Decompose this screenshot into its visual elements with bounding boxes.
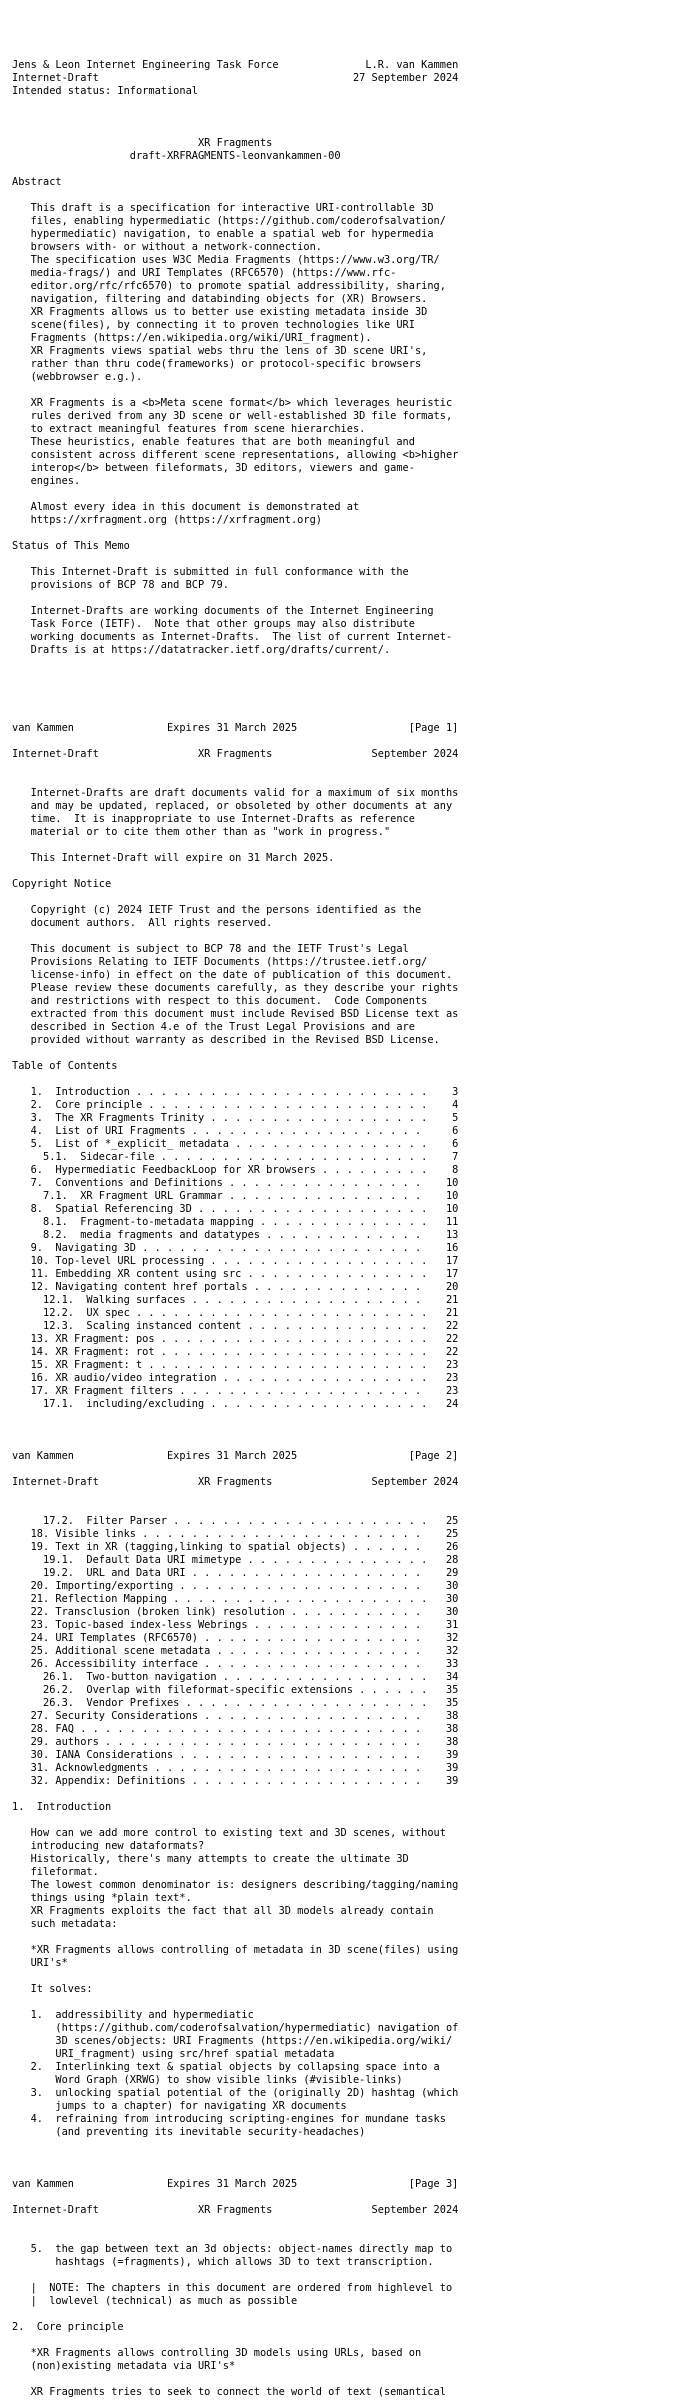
text-line: How can we add more control to existing text and 3D scenes, without xyxy=(12,1827,446,1839)
text-line: navigation, filtering and databinding objects for (XR) Browsers. xyxy=(12,293,428,305)
text-line: Word Graph (XRWG) to show visible links (#visible-links) xyxy=(12,2074,403,2086)
toc-entry: 8.1. Fragment-to-metadata mapping . . . . . . . . . . . . . . 11 xyxy=(12,1216,459,1228)
toc-entry: 17. XR Fragment filters . . . . . . . . . . . . . . . . . . . . 23 xyxy=(12,1385,459,1397)
toc-entry: 23. Topic-based index-less Webrings . . . . . . . . . . . . . . 31 xyxy=(12,1619,459,1631)
blank-line xyxy=(12,839,458,852)
blank-line xyxy=(12,657,458,670)
text-line: described in Section 4.e of the Trust Legal Provisions and are xyxy=(12,1021,415,1033)
text-line: document authors. All rights reserved. xyxy=(12,917,273,929)
text-line: The specification uses W3C Media Fragments (https://www.w3.org/TR/ xyxy=(12,254,440,266)
blank-line xyxy=(12,1424,458,1437)
blank-line xyxy=(12,735,458,748)
blank-line xyxy=(12,98,458,111)
blank-line xyxy=(12,2191,458,2204)
blank-line xyxy=(12,1489,458,1502)
toc-entry: 26. Accessibility interface . . . . . . . . . . . . . . . . . . 33 xyxy=(12,1658,459,1670)
blank-line xyxy=(12,1814,458,1827)
toc-entry: 3. The XR Fragments Trinity . . . . . . . . . . . . . . . . . . 5 xyxy=(12,1112,459,1124)
title-line: XR Fragments xyxy=(12,137,273,149)
text-line: (webbrowser e.g.). xyxy=(12,371,143,383)
blank-line xyxy=(12,1502,458,1515)
text-line: provisions of BCP 78 and BCP 79. xyxy=(12,579,229,591)
text-line: This draft is a specification for interactive URI-controllable 3D xyxy=(12,202,434,214)
text-line: 2. Interlinking text & spatial objects by collapsing space into a xyxy=(12,2061,440,2073)
toc-entry: 18. Visible links . . . . . . . . . . . . . . . . . . . . . . . 25 xyxy=(12,1528,459,1540)
text-line: XR Fragments exploits the fact that all 3D models already contain xyxy=(12,1905,434,1917)
blank-line xyxy=(12,2217,458,2230)
text-line: hypermediatic) navigation, to enable a spatial web for hypermedia xyxy=(12,228,434,240)
text-line: This document is subject to BCP 78 and the IETF Trust's Legal xyxy=(12,943,409,955)
blank-line xyxy=(12,1463,458,1476)
toc-entry: 11. Embedding XR content using src . . . . . . . . . . . . . . . 17 xyxy=(12,1268,459,1280)
blank-line xyxy=(12,124,458,137)
blank-line xyxy=(12,527,458,540)
blank-line xyxy=(12,709,458,722)
page-header: Internet-Draft XR Fragments September 2024 xyxy=(12,748,459,760)
blank-line xyxy=(12,189,458,202)
toc-entry: 20. Importing/exporting . . . . . . . . . . . . . . . . . . . . 30 xyxy=(12,1580,459,1592)
text-line: scene(files), by connecting it to proven technologies like URI xyxy=(12,319,415,331)
blank-line xyxy=(12,696,458,709)
title-line: draft-XRFRAGMENTS-leonvankammen-00 xyxy=(12,150,341,162)
blank-line xyxy=(12,553,458,566)
text-line: material or to cite them other than as "work in progress." xyxy=(12,826,391,838)
text-line: *XR Fragments allows controlling of metadata in 3D scene(files) using xyxy=(12,1944,459,1956)
toc-entry: 8. Spatial Referencing 3D . . . . . . . . . . . . . . . . . . . 10 xyxy=(12,1203,459,1215)
text-line: (https://github.com/coderofsalvation/hypermediatic) navigation of xyxy=(12,2022,459,2034)
text-line: media-frags/) and URI Templates (RFC6570) (https://www.rfc- xyxy=(12,267,397,279)
text-line: 1. addressibility and hypermediatic xyxy=(12,2009,254,2021)
text-line: Drafts is at https://datatracker.ietf.org/drafts/current/. xyxy=(12,644,391,656)
blank-line xyxy=(12,2139,458,2152)
toc-entry: 5. List of *_explicit_ metadata . . . . . . . . . . . . . . . . 6 xyxy=(12,1138,459,1150)
text-line: rather than thru code(frameworks) or protocol-specific browsers xyxy=(12,358,422,370)
document-text xyxy=(12,59,458,2399)
toc-entry: 30. IANA Considerations . . . . . . . . . . . . . . . . . . . . 39 xyxy=(12,1749,459,1761)
text-line: engines. xyxy=(12,475,81,487)
blank-line xyxy=(12,111,458,124)
toc-entry: 17.2. Filter Parser . . . . . . . . . . . . . . . . . . . . . 25 xyxy=(12,1515,459,1527)
toc-entry: 26.3. Vendor Prefixes . . . . . . . . . . . . . . . . . . . . 35 xyxy=(12,1697,459,1709)
blank-line xyxy=(12,683,458,696)
section-heading: 2. Core principle xyxy=(12,2321,124,2333)
blank-line xyxy=(12,592,458,605)
text-line: things using *plain text*. xyxy=(12,1892,192,1904)
blank-line xyxy=(12,488,458,501)
toc-entry: 12.3. Scaling instanced content . . . . . . . . . . . . . . . 22 xyxy=(12,1320,459,1332)
toc-entry: 12. Navigating content href portals . . . . . . . . . . . . . . 20 xyxy=(12,1281,459,1293)
text-line: (non)existing metadata via URI's* xyxy=(12,2360,236,2372)
toc-entry: 16. XR audio/video integration . . . . . . . . . . . . . . . . . 23 xyxy=(12,1372,459,1384)
text-line: such metadata: xyxy=(12,1918,118,1930)
section-heading: Status of This Memo xyxy=(12,540,130,552)
text-line: These heuristics, enable features that are both meaningful and xyxy=(12,436,415,448)
text-line: hashtags (=fragments), which allows 3D to text transcription. xyxy=(12,2256,434,2268)
blank-line xyxy=(12,1788,458,1801)
toc-entry: 24. URI Templates (RFC6570) . . . . . . . . . . . . . . . . . . 32 xyxy=(12,1632,459,1644)
toc-entry: 32. Appendix: Definitions . . . . . . . . . . . . . . . . . . . 39 xyxy=(12,1775,459,1787)
toc-entry: 13. XR Fragment: pos . . . . . . . . . . . . . . . . . . . . . . 22 xyxy=(12,1333,459,1345)
masthead-line: Internet-Draft 27 September 2024 xyxy=(12,72,459,84)
blank-line xyxy=(12,2269,458,2282)
blank-line xyxy=(12,1047,458,1060)
toc-entry: 12.1. Walking surfaces . . . . . . . . . . . . . . . . . . . 21 xyxy=(12,1294,459,1306)
blank-line xyxy=(12,1073,458,1086)
text-line: Task Force (IETF). Note that other groups may also distribute xyxy=(12,618,415,630)
page-footer: van Kammen Expires 31 March 2025 [Page 3] xyxy=(12,2178,459,2190)
page-header: Internet-Draft XR Fragments September 2024 xyxy=(12,1476,459,1488)
toc-entry: 21. Reflection Mapping . . . . . . . . . . . . . . . . . . . . . 30 xyxy=(12,1593,459,1605)
toc-entry: 9. Navigating 3D . . . . . . . . . . . . . . . . . . . . . . . 16 xyxy=(12,1242,459,1254)
toc-entry: 28. FAQ . . . . . . . . . . . . . . . . . . . . . . . . . . . . 38 xyxy=(12,1723,459,1735)
text-line: This Internet-Draft will expire on 31 March 2025. xyxy=(12,852,335,864)
toc-entry: 31. Acknowledgments . . . . . . . . . . . . . . . . . . . . . . 39 xyxy=(12,1762,459,1774)
text-line: browsers with- or without a network-connection. xyxy=(12,241,322,253)
toc-entry: 12.2. UX spec . . . . . . . . . . . . . . . . . . . . . . . . 21 xyxy=(12,1307,459,1319)
text-line: Internet-Drafts are draft documents valid for a maximum of six months xyxy=(12,787,459,799)
toc-entry: 19.2. URL and Data URI . . . . . . . . . . . . . . . . . . . 29 xyxy=(12,1567,459,1579)
toc-entry: 22. Transclusion (broken link) resolution . . . . . . . . . . . 30 xyxy=(12,1606,459,1618)
section-heading: Abstract xyxy=(12,176,62,188)
text-line: It solves: xyxy=(12,1983,93,1995)
text-line: extracted from this document must include Revised BSD License text as xyxy=(12,1008,459,1020)
toc-entry: 7. Conventions and Definitions . . . . . . . . . . . . . . . . 10 xyxy=(12,1177,459,1189)
toc-entry: 1. Introduction . . . . . . . . . . . . . . . . . . . . . . . . 3 xyxy=(12,1086,459,1098)
text-line: and restrictions with respect to this document. Code Components xyxy=(12,995,428,1007)
text-line: interop</b> between fileformats, 3D editors, viewers and game- xyxy=(12,462,415,474)
toc-entry: 17.1. including/excluding . . . . . . . . . . . . . . . . . . 24 xyxy=(12,1398,459,1410)
text-line: URI's* xyxy=(12,1957,68,1969)
blank-line xyxy=(12,2334,458,2347)
text-line: fileformat. xyxy=(12,1866,99,1878)
text-line: provided without warranty as described in the Revised BSD License. xyxy=(12,1034,440,1046)
toc-entry: 29. authors . . . . . . . . . . . . . . . . . . . . . . . . . . 38 xyxy=(12,1736,459,1748)
blank-line xyxy=(12,891,458,904)
text-line: 3D scenes/objects: URI Fragments (https://en.wikipedia.org/wiki/ xyxy=(12,2035,453,2047)
toc-entry: 6. Hypermediatic FeedbackLoop for XR browsers . . . . . . . . . 8 xyxy=(12,1164,459,1176)
text-line: Please review these documents carefully, as they describe your rights xyxy=(12,982,459,994)
toc-entry: 4. List of URI Fragments . . . . . . . . . . . . . . . . . . . 6 xyxy=(12,1125,459,1137)
text-line: Historically, there's many attempts to create the ultimate 3D xyxy=(12,1853,409,1865)
blank-line xyxy=(12,2373,458,2386)
text-line: Almost every idea in this document is demonstrated at xyxy=(12,501,360,513)
text-line: Provisions Relating to IETF Documents (https://trustee.ietf.org/ xyxy=(12,956,428,968)
text-line: 4. refraining from introducing scripting-engines for mundane tasks xyxy=(12,2113,446,2125)
page-header: Internet-Draft XR Fragments September 2024 xyxy=(12,2204,459,2216)
blank-line xyxy=(12,865,458,878)
blank-line xyxy=(12,1970,458,1983)
toc-entry: 27. Security Considerations . . . . . . . . . . . . . . . . . . 38 xyxy=(12,1710,459,1722)
text-line: 5. the gap between text an 3d objects: object-names directly map to xyxy=(12,2243,453,2255)
blank-line xyxy=(12,2308,458,2321)
blank-line xyxy=(12,2165,458,2178)
blank-line xyxy=(12,384,458,397)
text-line: Intended status: Informational xyxy=(12,85,198,97)
toc-entry: 26.1. Two-button navigation . . . . . . . . . . . . . . . . . 34 xyxy=(12,1671,459,1683)
blank-line xyxy=(12,1437,458,1450)
blank-line xyxy=(12,761,458,774)
blank-line xyxy=(12,2230,458,2243)
text-line: license-info) in effect on the date of publication of this document. xyxy=(12,969,453,981)
toc-entry: 19. Text in XR (tagging,linking to spatial objects) . . . . . . 26 xyxy=(12,1541,459,1553)
text-line: Copyright (c) 2024 IETF Trust and the persons identified as the xyxy=(12,904,422,916)
text-line: This Internet-Draft is submitted in full conformance with the xyxy=(12,566,409,578)
text-line: rules derived from any 3D scene or well-established 3D file formats, xyxy=(12,410,453,422)
masthead-line: Jens & Leon Internet Engineering Task Force L.R. van Kammen xyxy=(12,59,459,71)
text-line: Internet-Drafts are working documents of the Internet Engineering xyxy=(12,605,434,617)
text-line: URI_fragment) using src/href spatial metadata xyxy=(12,2048,335,2060)
toc-entry: 15. XR Fragment: t . . . . . . . . . . . . . . . . . . . . . . . 23 xyxy=(12,1359,459,1371)
toc-entry: 10. Top-level URL processing . . . . . . . . . . . . . . . . . . 17 xyxy=(12,1255,459,1267)
blank-line xyxy=(12,163,458,176)
toc-entry: 7.1. XR Fragment URL Grammar . . . . . . . . . . . . . . . . 10 xyxy=(12,1190,459,1202)
toc-entry: 2. Core principle . . . . . . . . . . . . . . . . . . . . . . . 4 xyxy=(12,1099,459,1111)
text-line: introducing new dataformats? xyxy=(12,1840,205,1852)
text-line: | lowlevel (technical) as much as possible xyxy=(12,2295,298,2307)
text-line: (and preventing its inevitable security-headaches) xyxy=(12,2126,366,2138)
blank-line xyxy=(12,1931,458,1944)
page-footer: van Kammen Expires 31 March 2025 [Page 2] xyxy=(12,1450,459,1462)
text-line: The lowest common denominator is: designers describing/tagging/naming xyxy=(12,1879,459,1891)
blank-line xyxy=(12,774,458,787)
text-line: 3. unlocking spatial potential of the (originally 2D) hashtag (which xyxy=(12,2087,459,2099)
toc-entry: 8.2. media fragments and datatypes . . . . . . . . . . . . . 13 xyxy=(12,1229,459,1241)
text-line: XR Fragments is a <b>Meta scene format</b> which leverages heuristic xyxy=(12,397,453,409)
blank-line xyxy=(12,930,458,943)
text-line: Fragments (https://en.wikipedia.org/wiki/URI_fragment). xyxy=(12,332,372,344)
toc-entry: 25. Additional scene metadata . . . . . . . . . . . . . . . . . 32 xyxy=(12,1645,459,1657)
text-line: editor.org/rfc/rfc6570) to promote spatial addressibility, sharing, xyxy=(12,280,446,292)
blank-line xyxy=(12,1411,458,1424)
section-heading: Table of Contents xyxy=(12,1060,118,1072)
text-line: files, enabling hypermediatic (https://github.com/coderofsalvation/ xyxy=(12,215,446,227)
text-line: *XR Fragments allows controlling 3D models using URLs, based on xyxy=(12,2347,422,2359)
text-line: and may be updated, replaced, or obsoleted by other documents at any xyxy=(12,800,453,812)
text-line: jumps to a chapter) for navigating XR documents xyxy=(12,2100,347,2112)
page-footer: van Kammen Expires 31 March 2025 [Page 1] xyxy=(12,722,459,734)
text-line: XR Fragments views spatial webs thru the lens of 3D scene URI's, xyxy=(12,345,428,357)
toc-entry: 19.1. Default Data URI mimetype . . . . . . . . . . . . . . . 28 xyxy=(12,1554,459,1566)
blank-line xyxy=(12,1996,458,2009)
section-heading: Copyright Notice xyxy=(12,878,112,890)
text-line: time. It is inappropriate to use Internet-Drafts as reference xyxy=(12,813,415,825)
toc-entry: 26.2. Overlap with fileformat-specific extensions . . . . . . 35 xyxy=(12,1684,459,1696)
section-heading: 1. Introduction xyxy=(12,1801,112,1813)
text-line: XR Fragments tries to seek to connect the world of text (semantical xyxy=(12,2386,446,2398)
blank-line xyxy=(12,670,458,683)
text-line: working documents as Internet-Drafts. The list of current Internet- xyxy=(12,631,453,643)
text-line: consistent across different scene representations, allowing <b>higher xyxy=(12,449,459,461)
toc-entry: 14. XR Fragment: rot . . . . . . . . . . . . . . . . . . . . . . 22 xyxy=(12,1346,459,1358)
text-line: to extract meaningful features from scene hierarchies. xyxy=(12,423,366,435)
blank-line xyxy=(12,2152,458,2165)
text-line: XR Fragments allows us to better use existing metadata inside 3D xyxy=(12,306,428,318)
text-line: https://xrfragment.org (https://xrfragment.org) xyxy=(12,514,322,526)
toc-entry: 5.1. Sidecar-file . . . . . . . . . . . . . . . . . . . . . . 7 xyxy=(12,1151,459,1163)
text-line: | NOTE: The chapters in this document are ordered from highlevel to xyxy=(12,2282,453,2294)
